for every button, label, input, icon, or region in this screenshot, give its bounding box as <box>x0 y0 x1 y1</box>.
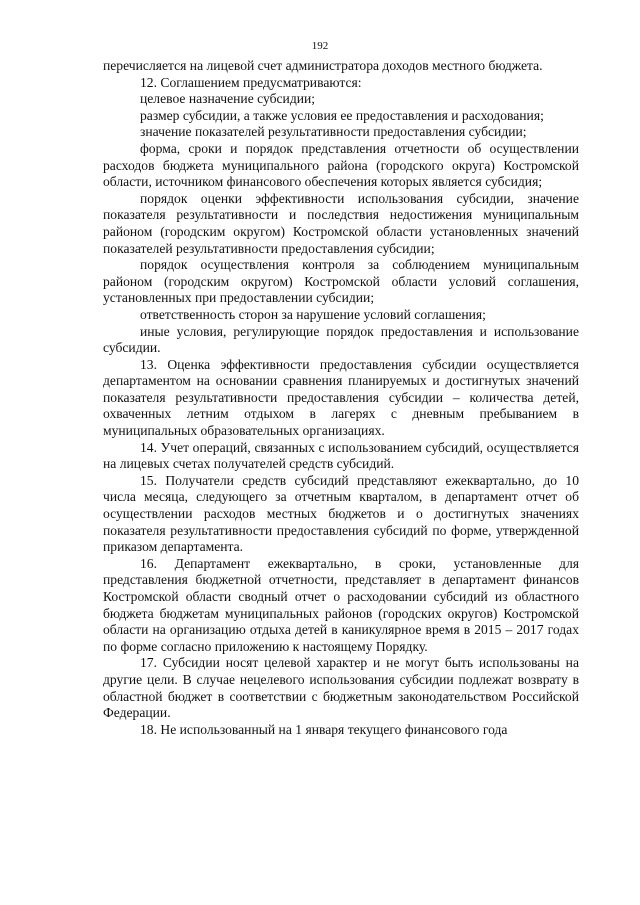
paragraph: размер субсидии, а также условия ее предоставления и расходования; <box>140 107 544 123</box>
paragraph: 17. Субсидии носят целевой характер и не могут быть использованы на другие цели. В случае нецелевого использования субсидии подлежат возврату в областной бюджет в соответствии с бюджетным законодательством Российской Федерации. <box>103 655 579 721</box>
paragraph: 15. Получатели средств субсидий представляют ежеквартально, до 10 числа месяца, следующего за отчетным кварталом, в департамент отчет об осуществлении расходов местных бюджетов и о достигнутых значениях показателя результативности предоставления субсидий по форме, утвержденной приказом департамента. <box>103 472 579 555</box>
paragraph: иные условия, регулирующие порядок предоставления и использование субсидии. <box>103 323 579 356</box>
paragraph: форма, сроки и порядок представления отчетности об осуществлении расходов бюджета муниципального района (городского округа) Костромской области, источником финансового обеспечения которых является субсидия; <box>103 140 579 190</box>
document-body <box>103 58 579 738</box>
paragraph: целевое назначение субсидии; <box>140 91 316 107</box>
paragraph: порядок осуществления контроля за соблюдением муниципальным районом (городским округом) Костромской области условий соглашения, установленных при предоставлении субсидии; <box>103 257 579 306</box>
paragraph: значение показателей результативности предоставления субсидии; <box>140 124 527 140</box>
paragraph: 14. Учет операций, связанных с использованием субсидий, осуществляется на лицевых счетах получателей средств субсидий. <box>103 439 579 472</box>
paragraph: 18. Не использованный на 1 января текущего финансового года <box>140 721 508 737</box>
paragraph: 16. Департамент ежеквартально, в сроки, установленные для представления бюджетной отчетности, представляет в департамент финансов Костромской области сводный отчет о расходовании субсидий из областного бюджета бюджетам муниципальных районов (городских округов) Костромской области на организацию отдыха детей в каникулярное время в 2015 – 2017 годах по форме согласно приложению к настоящему Порядку. <box>103 555 579 654</box>
page-number: 192 <box>311 40 329 52</box>
paragraph: ответственность сторон за нарушение условий соглашения; <box>140 306 486 322</box>
paragraph: 13. Оценка эффективности предоставления субсидии осуществляется департаментом на основании сравнения планируемых и достигнутых значений показателя результативности предоставления субсидии – количества детей, охваченных летним отдыхом в лагерях с дневным пребыванием в муниципальных образовательных организациях. <box>103 356 579 439</box>
paragraph: 12. Соглашением предусматриваются: <box>140 74 362 90</box>
paragraph: порядок оценки эффективности использования субсидии, значение показателя результативности и последствия недостижения муниципальным районом (городским округом) Костромской области установленных значений показателей результативности предоставления субсидии; <box>103 190 579 256</box>
paragraph: перечисляется на лицевой счет администратора доходов местного бюджета. <box>103 58 543 73</box>
